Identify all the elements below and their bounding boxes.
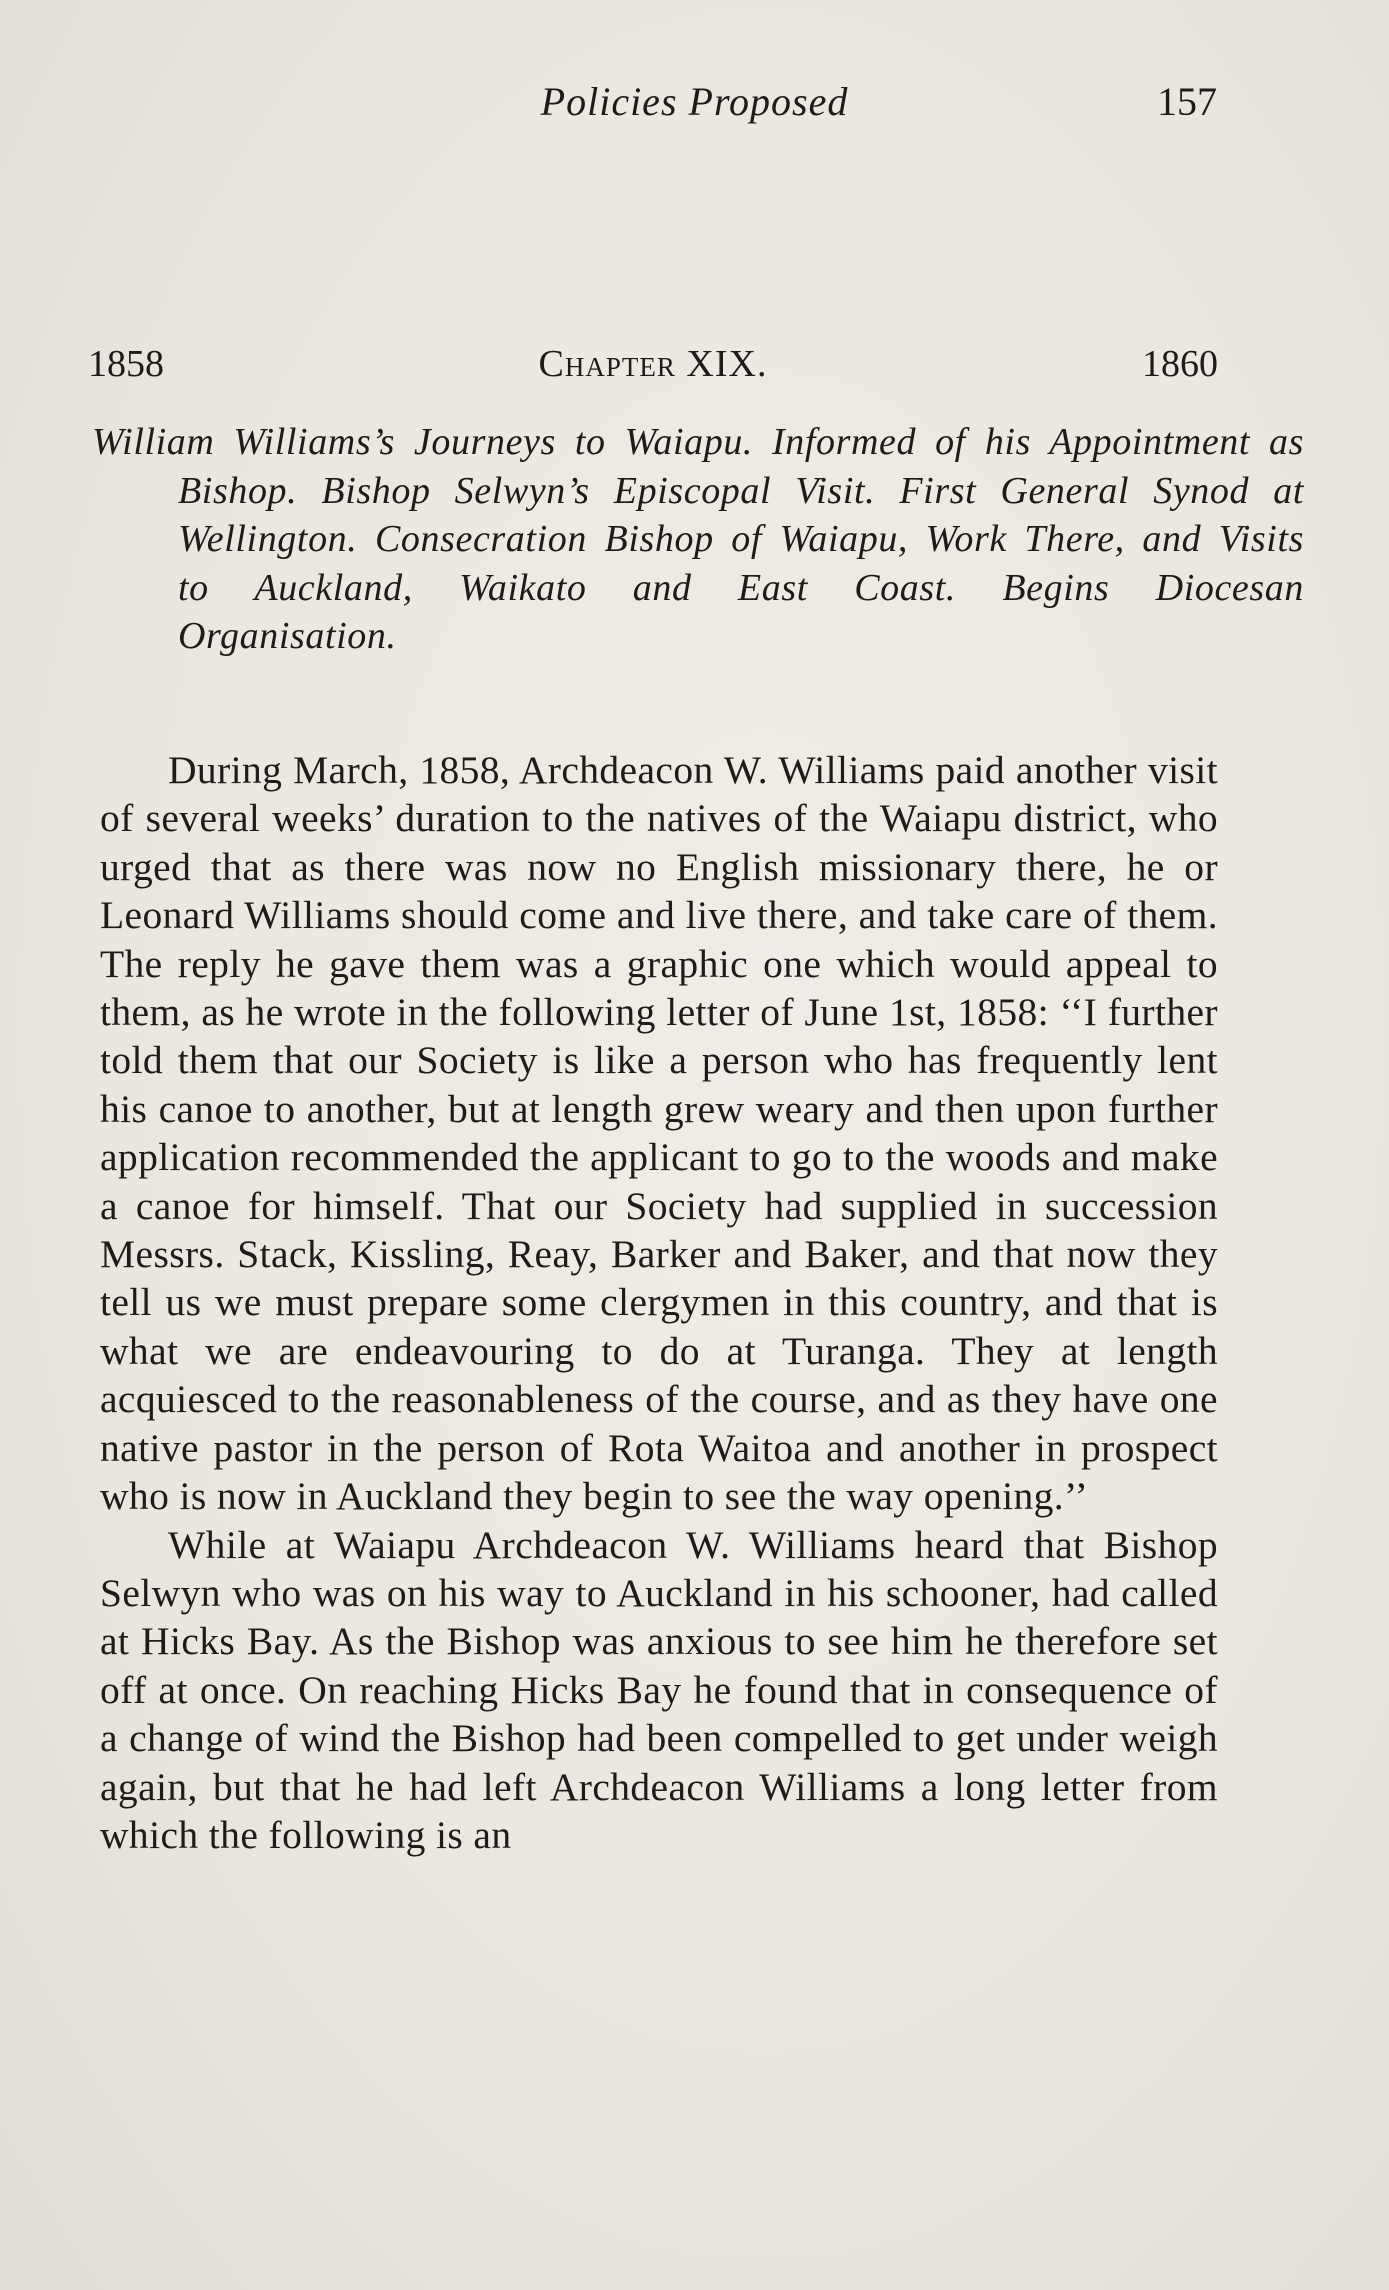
chapter-title: Chapter XIX. <box>538 343 768 385</box>
running-title: Policies Proposed <box>540 79 849 124</box>
chapter-heading <box>88 342 1218 392</box>
chapter-year-end: 1860 <box>1142 343 1218 385</box>
body-text <box>100 746 1218 1859</box>
page-number: 157 <box>1157 79 1217 124</box>
paragraph: While at Waiapu Archdeacon W. Williams heard that Bishop Selwyn who was on his way to Auckland in his schooner, had called at Hicks Bay. As the Bishop was anxious to see him he therefore set off at once. On reaching Hicks Bay he found that in consequence of a change of wind the Bishop had been compelled to get under weigh again, but that he had left Archdeacon Williams a long letter from which the following is an <box>100 1522 1218 1857</box>
paragraph: During March, 1858, Archdeacon W. Williams paid another visit of several weeks’ duration to the natives of the Waiapu district, who urged that as there was now no English missionary there, he or Leonard Williams should come and live there, and take care of them. The reply he gave them was a graphic one which would appeal to them, as he wrote in the following letter of June 1st, 1858: ‘‘I further told them that our Society is like a person who has frequently lent his canoe to another, but at length grew weary and then upon further application recommended the applicant to go to the woods and make a canoe for himself. That our Society had supplied in succession Messrs. Stack, Kissling, Reay, Barker and Baker, and that now they tell us we must prepare some clergymen in this country, and that is what we are endeavouring to do at Turanga. They at length acquiesced to the reasonableness of the course, and as they have one native pastor in the person of Rota Waitoa and another in prospect who is now in Auckland they begin to see the way opening.’’ <box>100 748 1218 1519</box>
running-head <box>0 78 1389 138</box>
chapter-year-start: 1858 <box>88 343 164 385</box>
chapter-synopsis: William Williams’s Journeys to Waiapu. Informed of his Appointment as Bishop. Bishop Selwyn’s Episcopal Visit. First General Synod at Wellington. Consecration Bishop of Waiapu, Work There, and Visits to Auckland, Waikato and East Coast. Begins Diocesan Organisation. <box>92 421 1304 657</box>
